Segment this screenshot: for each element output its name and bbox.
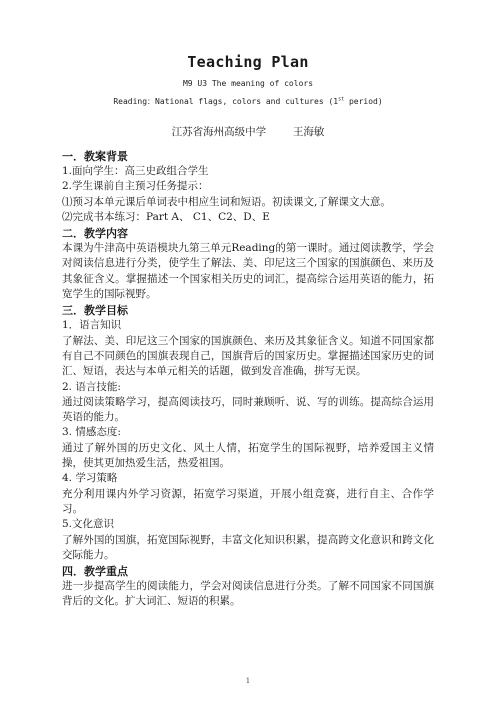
subheading: 5.文化意识 [62, 518, 115, 531]
document-title: Teaching Plan [187, 53, 309, 71]
section-heading-key-points: 四．教学重点 [62, 565, 128, 579]
paragraph: 2.学生课前自主预习任务提示： [62, 180, 209, 193]
author-line: 江苏省海州高级中学 王海敏 [171, 126, 325, 138]
paragraph: 了解法、美、印尼这三个国家的国旗颜色、来历及其象征含义。知道不同国家都有自己不同颜色的国旗表现自己，国旗背后的国家历史。掌握描述国家历史的词汇、短语，表达与本单元相关的话题，做到发音准确，拼写无误。 [62, 334, 434, 378]
section-heading-objectives: 三．教学目标 [62, 304, 128, 318]
paragraph: 1.面向学生：高三史政组合学生 [62, 165, 209, 177]
paragraph: ⑴预习本单元课后单词表中相应生词和短语。初读课文,了解课文大意。 [62, 195, 391, 208]
subheading: 4. 学习策略 [62, 472, 118, 485]
paragraph: 通过阅读策略学习，提高阅读技巧，同时兼顾听、说、写的训练。提高综合运用英语的能力。 [62, 395, 434, 424]
lesson-subtitle-sup: st [338, 96, 345, 103]
unit-subtitle: M9 U3 The meaning of colors [182, 79, 314, 88]
paragraph: 充分利用课内外学习资源，拓宽学习渠道，开展小组竞赛，进行自主、合作学习。 [62, 487, 434, 515]
lesson-subtitle-end: period) [344, 97, 383, 106]
section-heading-background: 一．教案背景 [62, 150, 128, 163]
document-body [62, 148, 434, 610]
subheading: 1．语言知识 [62, 319, 122, 332]
lesson-subtitle [0, 96, 496, 107]
subheading: 3. 情感态度: [62, 426, 121, 439]
section-heading-content: 二．教学内容 [62, 227, 128, 241]
paragraph: 本课为牛津高中英语模块九第三单元Reading的第一课时。通过阅读教学，学会对阅读信息进行分类，使学生了解法、美、印尼这三个国家的国旗颜色、来历及其象征含义。掌握描述一个国家相关历史的词汇，提高综合运用英语的能力，拓宽学生的国际视野。 [62, 242, 434, 301]
paragraph: 了解外国的国旗，拓宽国际视野，丰富文化知识积累，提高跨文化意识和跨文化交际能力。 [62, 533, 434, 561]
paragraph: 通过了解外国的历史文化、风土人情，拓宽学生的国际视野，培养爱国主义情操，使其更加热爱生活，热爱祖国。 [62, 441, 434, 470]
subheading: 2. 语言技能: [62, 380, 121, 393]
page-number: 1 [245, 677, 251, 685]
paragraph: 进一步提高学生的阅读能力，学会对阅读信息进行分类。了解不同国家不同国旗背后的文化。扩大词汇、短语的积累。 [62, 580, 434, 608]
paragraph: ⑵完成书本练习：Part A、 C1、C2、D、E [62, 210, 270, 223]
lesson-subtitle-text: Reading：National flags, colors and cultures (1 [113, 97, 339, 106]
